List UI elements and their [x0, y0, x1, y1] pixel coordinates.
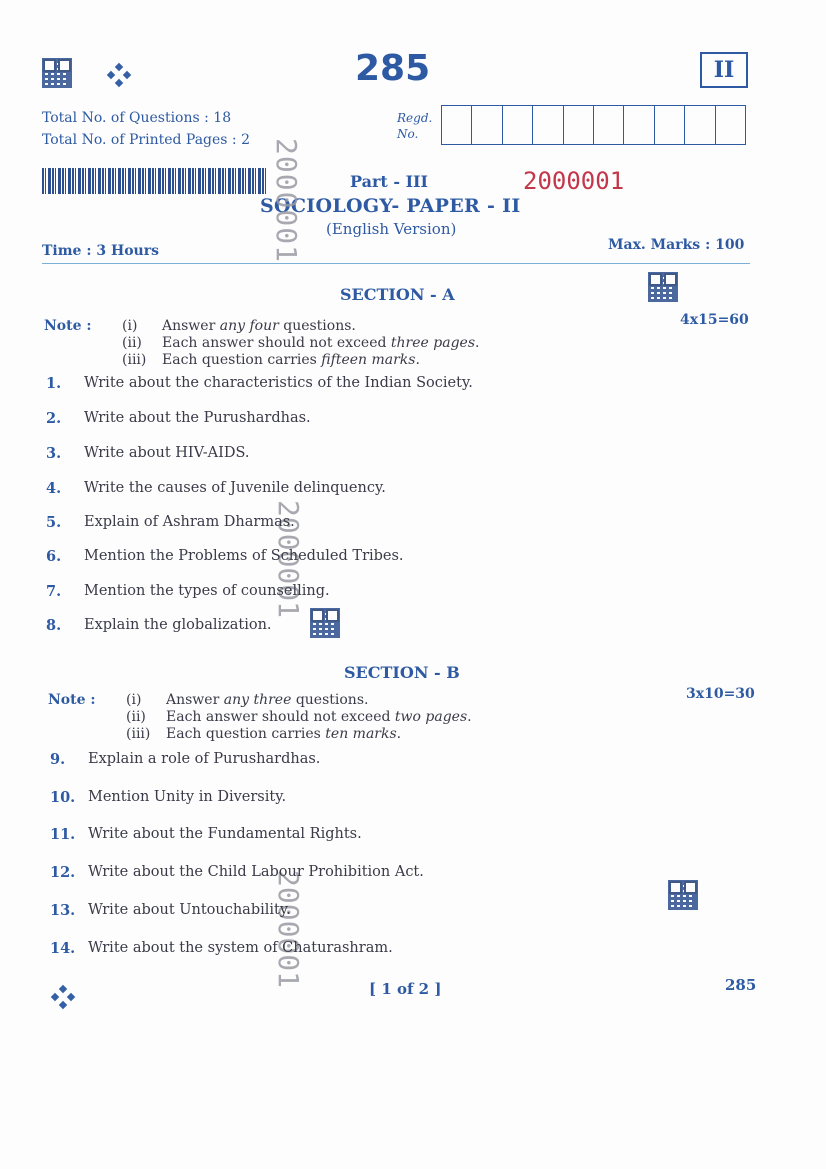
- regd-text: Regd.: [397, 111, 433, 125]
- regd-digit-box[interactable]: [564, 106, 594, 144]
- max-marks-label: Max. Marks : 100: [608, 237, 745, 253]
- note-item: (i) Answer any three questions.: [126, 692, 369, 708]
- section-b-marks: 3x10=30: [686, 686, 755, 702]
- part-label: Part - III: [350, 172, 429, 191]
- regd-label: [397, 110, 432, 142]
- watermark-bottom: 2000001: [272, 870, 305, 989]
- section-a-marks: 4x15=60: [680, 312, 749, 328]
- regd-digit-box[interactable]: [472, 106, 502, 144]
- regd-number-boxes[interactable]: [441, 105, 746, 145]
- qr-code-section-b: [668, 880, 698, 910]
- note-label: Note :: [48, 692, 96, 708]
- regd-digit-box[interactable]: [533, 106, 563, 144]
- note-item: (i) Answer any four questions.: [122, 318, 356, 334]
- regd-digit-box[interactable]: [594, 106, 624, 144]
- qr-code-section-a: [648, 272, 678, 302]
- section-b-notes: [48, 692, 608, 748]
- footer-paper-code: 285: [725, 976, 757, 994]
- barcode: [42, 168, 266, 194]
- note-item: (ii) Each answer should not exceed two pages.: [126, 709, 472, 725]
- total-questions: Total No. of Questions : 18: [42, 110, 232, 126]
- watermark-top: 2000001: [270, 138, 303, 264]
- subject-title: SOCIOLOGY- PAPER - II: [260, 195, 521, 217]
- regd-digit-box[interactable]: [716, 106, 745, 144]
- regd-digit-box[interactable]: [442, 106, 472, 144]
- time-label: Time : 3 Hours: [42, 243, 159, 259]
- regd-digit-box[interactable]: [503, 106, 533, 144]
- regd-no-text: No.: [397, 127, 419, 141]
- total-pages: Total No. of Printed Pages : 2: [42, 132, 250, 148]
- set-badge: II: [700, 52, 748, 88]
- page-number: [ 1 of 2 ]: [369, 980, 442, 998]
- qr-code-top-left: [42, 58, 72, 88]
- note-item: (iii) Each question carries fifteen marks.: [122, 352, 420, 368]
- note-item: (iii) Each question carries ten marks.: [126, 726, 402, 742]
- regd-digit-box[interactable]: [655, 106, 685, 144]
- paper-code: 285: [355, 48, 431, 89]
- regd-digit-box[interactable]: [685, 106, 715, 144]
- qr-code-middle: [310, 608, 340, 638]
- diamond-ornament-icon: [108, 64, 130, 86]
- note-item: (ii) Each answer should not exceed three pages.: [122, 335, 480, 351]
- diamond-ornament-icon: [52, 986, 74, 1008]
- section-a-title: SECTION - A: [340, 285, 455, 304]
- note-label: Note :: [44, 318, 92, 334]
- section-a-notes: [44, 318, 604, 374]
- header-divider: [42, 263, 750, 264]
- watermark-middle: 2000001: [272, 500, 305, 619]
- regd-digit-box[interactable]: [624, 106, 654, 144]
- version-label: (English Version): [326, 220, 457, 238]
- section-b-title: SECTION - B: [344, 663, 460, 682]
- serial-number: 2000001: [523, 167, 625, 195]
